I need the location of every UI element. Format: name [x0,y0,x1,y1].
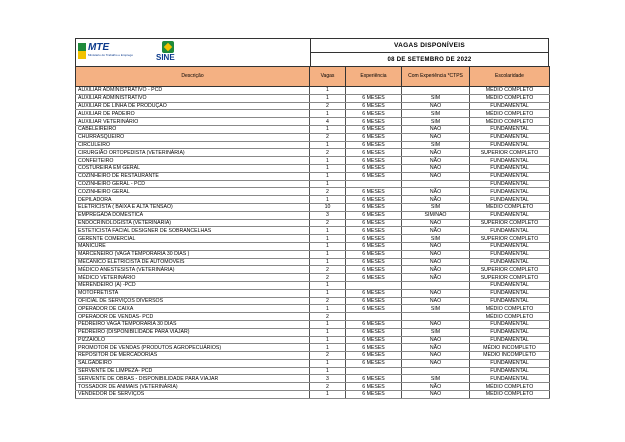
cell-vagas: 1 [310,172,346,180]
table-row [76,157,550,165]
cell-experiencia: 6 MESES [346,289,402,297]
cell-vagas: 1 [310,242,346,250]
mte-logo-subtitle: Ministério do Trabalho e Emprego [88,53,134,57]
cell-experiencia: 6 MESES [346,391,402,399]
job-listing-sheet [75,38,549,399]
title-block [311,39,548,66]
cell-ctps: NÃO [402,383,470,391]
logo-area [76,39,311,66]
cell-vagas: 2 [310,188,346,196]
cell-escolaridade: FUNDAMENTAL [470,164,550,172]
cell-escolaridade: FUNDAMENTAL [470,328,550,336]
cell-vagas: 3 [310,211,346,219]
table-row [76,110,550,118]
cell-ctps: NÃO [402,391,470,399]
cell-ctps: SIM [402,235,470,243]
cell-descricao: GERENTE COMERCIAL [76,235,310,243]
cell-descricao: SERVENTE DE LIMPEZA- PCD [76,367,310,375]
table-row [76,266,550,274]
cell-ctps [402,180,470,188]
cell-experiencia: 6 MESES [346,149,402,157]
table-row [76,125,550,133]
mte-logo-text: MTE [88,42,110,53]
cell-descricao: DEPILADORA [76,196,310,204]
cell-experiencia: 6 MESES [346,258,402,266]
column-header-vagas: Vagas [310,67,346,87]
table-row [76,375,550,383]
table-row [76,196,550,204]
cell-escolaridade: SUPERIOR COMPLETO [470,219,550,227]
cell-vagas: 2 [310,219,346,227]
cell-escolaridade: FUNDAMENTAL [470,157,550,165]
cell-descricao: TOSSADOR DE ANIMAIS (VETERINÁRIA) [76,383,310,391]
cell-escolaridade: FUNDAMENTAL [470,367,550,375]
cell-experiencia: 6 MESES [346,352,402,360]
cell-escolaridade: MÉDIO COMPLETO [470,313,550,321]
cell-descricao: OFICIAL DE SERVIÇOS DIVERSOS [76,297,310,305]
cell-ctps: SIM [402,328,470,336]
table-row [76,118,550,126]
cell-descricao: CIRCULEIRO [76,141,310,149]
cell-descricao: EMPREGADA DOMÉSTICA [76,211,310,219]
cell-vagas: 1 [310,281,346,289]
cell-escolaridade: FUNDAMENTAL [470,180,550,188]
cell-vagas: 1 [310,141,346,149]
cell-experiencia: 6 MESES [346,118,402,126]
cell-descricao: PIZZAIOLO [76,336,310,344]
cell-ctps: NÃO [402,125,470,133]
cell-ctps: NÃO [402,219,470,227]
cell-escolaridade: FUNDAMENTAL [470,125,550,133]
table-row [76,188,550,196]
column-header-experiencia: Experiência [346,67,402,87]
cell-vagas: 1 [310,235,346,243]
table-row [76,180,550,188]
cell-vagas: 2 [310,133,346,141]
cell-ctps: NÃO [402,352,470,360]
cell-descricao: MECÂNICO ELETRICISTA DE AUTOMÓVEIS [76,258,310,266]
cell-experiencia: 6 MESES [346,157,402,165]
cell-experiencia: 6 MESES [346,164,402,172]
cell-vagas: 2 [310,274,346,282]
cell-descricao: AUXILIAR ADMINISTRATIVO [76,94,310,102]
table-row [76,149,550,157]
cell-vagas: 2 [310,383,346,391]
table-row [76,352,550,360]
cell-vagas: 2 [310,297,346,305]
cell-escolaridade: SUPERIOR COMPLETO [470,274,550,282]
cell-ctps: SIM [402,94,470,102]
cell-vagas: 2 [310,352,346,360]
cell-descricao: MARCENEIRO (VAGA TEMPORÁRIA 30 DIAS ) [76,250,310,258]
cell-ctps: NÃO [402,149,470,157]
cell-experiencia: 6 MESES [346,336,402,344]
cell-ctps: SIM/NÃO [402,211,470,219]
cell-ctps: NÃO [402,188,470,196]
cell-descricao: CABELEIREIRO [76,125,310,133]
cell-ctps: NÃO [402,227,470,235]
cell-vagas: 2 [310,149,346,157]
mte-flag-icon [78,43,86,59]
table-row [76,164,550,172]
cell-descricao: SERVENTE DE OBRAS - DISPONIBILIDADE PARA VIAJAR [76,375,310,383]
cell-escolaridade: MÉDIO COMPLETO [470,305,550,313]
table-row [76,242,550,250]
cell-experiencia: 6 MESES [346,141,402,149]
cell-escolaridade: FUNDAMENTAL [470,320,550,328]
cell-ctps: NÃO [402,289,470,297]
table-row [76,274,550,282]
cell-ctps: NÃO [402,133,470,141]
table-row [76,297,550,305]
cell-vagas: 2 [310,102,346,110]
table-row [76,289,550,297]
cell-experiencia [346,367,402,375]
cell-escolaridade: FUNDAMENTAL [470,281,550,289]
cell-escolaridade: FUNDAMENTAL [470,289,550,297]
cell-experiencia: 6 MESES [346,211,402,219]
table-row [76,94,550,102]
cell-escolaridade: FUNDAMENTAL [470,133,550,141]
table-row [76,383,550,391]
cell-descricao: ELETRICISTA ( BAIXA E ALTA TENSÃO) [76,203,310,211]
cell-descricao: OPERADOR DE VENDAS- PCD [76,313,310,321]
cell-descricao: PEDREIRO VAGA TEMPORÁRIA 30 DIAS [76,320,310,328]
cell-descricao: REPOSITOR DE MERCADORIAS [76,352,310,360]
cell-vagas: 1 [310,320,346,328]
cell-descricao: AUXILIAR DE LINHA DE PRODUÇÃO [76,102,310,110]
cell-escolaridade: FUNDAMENTAL [470,359,550,367]
table-row [76,391,550,399]
cell-descricao: COSTUREIRA EM GERAL [76,164,310,172]
cell-experiencia: 6 MESES [346,266,402,274]
cell-experiencia: 6 MESES [346,203,402,211]
table-row [76,219,550,227]
table-row [76,258,550,266]
table-row [76,141,550,149]
cell-ctps [402,281,470,289]
cell-escolaridade: SUPERIOR COMPLETO [470,235,550,243]
table-row [76,313,550,321]
cell-escolaridade: MÉDIO COMPLETO [470,94,550,102]
cell-escolaridade: SUPERIOR COMPLETO [470,266,550,274]
cell-vagas: 1 [310,289,346,297]
cell-escolaridade: FUNDAMENTAL [470,250,550,258]
sine-logo [156,41,186,63]
cell-vagas: 1 [310,227,346,235]
cell-escolaridade: MÉDIO COMPLETO [470,118,550,126]
cell-vagas: 1 [310,367,346,375]
cell-escolaridade: MÉDIO INCOMPLETO [470,344,550,352]
cell-escolaridade: FUNDAMENTAL [470,375,550,383]
cell-experiencia [346,87,402,95]
cell-experiencia: 6 MESES [346,359,402,367]
cell-ctps: NÃO [402,250,470,258]
table-row [76,359,550,367]
cell-ctps: NÃO [402,157,470,165]
table-header-row [76,67,550,87]
cell-escolaridade: FUNDAMENTAL [470,172,550,180]
cell-escolaridade: FUNDAMENTAL [470,188,550,196]
table-row [76,172,550,180]
cell-vagas: 1 [310,305,346,313]
cell-descricao: CHURRASQUEIRO [76,133,310,141]
cell-descricao: SALGADEIRO [76,359,310,367]
cell-descricao: COZINHEIRO GERAL - PCD [76,180,310,188]
cell-vagas: 1 [310,328,346,336]
cell-experiencia: 6 MESES [346,172,402,180]
cell-escolaridade: FUNDAMENTAL [470,258,550,266]
table-row [76,344,550,352]
cell-ctps: SIM [402,110,470,118]
cell-descricao: MOTOFRETISTA [76,289,310,297]
cell-vagas: 4 [310,118,346,126]
table-row [76,336,550,344]
cell-vagas: 1 [310,87,346,95]
cell-experiencia: 6 MESES [346,328,402,336]
cell-ctps: NÃO [402,320,470,328]
cell-vagas: 1 [310,180,346,188]
cell-experiencia: 6 MESES [346,375,402,383]
page-title: VAGAS DISPONÍVEIS [311,39,548,53]
cell-experiencia [346,180,402,188]
table-row [76,87,550,95]
cell-ctps: SIM [402,118,470,126]
column-header-descricao: Descrição [76,67,310,87]
cell-experiencia: 6 MESES [346,250,402,258]
cell-vagas: 1 [310,391,346,399]
cell-vagas: 1 [310,258,346,266]
cell-ctps [402,367,470,375]
cell-escolaridade: SUPERIOR COMPLETO [470,149,550,157]
cell-escolaridade: MÉDIO COMPLETO [470,203,550,211]
cell-vagas: 1 [310,250,346,258]
cell-experiencia: 6 MESES [346,320,402,328]
cell-experiencia: 6 MESES [346,125,402,133]
column-header-ctps: Com Experiência *CTPS [402,67,470,87]
table-row [76,203,550,211]
cell-ctps: NÃO [402,258,470,266]
cell-descricao: OPERADOR DE CAIXA [76,305,310,313]
cell-experiencia [346,281,402,289]
cell-descricao: CIRURGIÃO ORTOPEDISTA (VETERINÁRIA) [76,149,310,157]
cell-ctps: NÃO [402,172,470,180]
cell-experiencia: 6 MESES [346,102,402,110]
table-row [76,227,550,235]
cell-descricao: CONFEITEIRO [76,157,310,165]
cell-descricao: MÉDICO VETERINÁRIO [76,274,310,282]
cell-experiencia: 6 MESES [346,274,402,282]
cell-experiencia: 6 MESES [346,110,402,118]
sine-logo-text: SINE [156,53,175,62]
cell-experiencia: 6 MESES [346,305,402,313]
cell-descricao: PEDREIRO (DISPONIBILIDADE PARA VIAJAR) [76,328,310,336]
table-row [76,367,550,375]
table-row [76,211,550,219]
cell-experiencia: 6 MESES [346,188,402,196]
cell-escolaridade: FUNDAMENTAL [470,227,550,235]
cell-descricao: MERENDEIRO (A) -PCD [76,281,310,289]
cell-descricao: AUXILIAR DE PADEIRO [76,110,310,118]
column-header-escolaridade: Escolaridade [470,67,550,87]
cell-experiencia: 6 MESES [346,227,402,235]
table-row [76,133,550,141]
vacancies-table [75,66,550,399]
cell-experiencia: 6 MESES [346,344,402,352]
cell-ctps: NÃO [402,266,470,274]
cell-vagas: 2 [310,313,346,321]
cell-experiencia: 6 MESES [346,383,402,391]
cell-descricao: ESTETICISTA FACIAL DESIGNER DE SOBRANCELHAS [76,227,310,235]
cell-vagas: 10 [310,203,346,211]
cell-experiencia: 6 MESES [346,219,402,227]
cell-descricao: ENDOCRINOLOGISTA (VETERINÁRIA) [76,219,310,227]
cell-ctps: SIM [402,305,470,313]
cell-vagas: 1 [310,94,346,102]
cell-escolaridade: FUNDAMENTAL [470,336,550,344]
cell-experiencia: 6 MESES [346,196,402,204]
cell-ctps: NÃO [402,242,470,250]
sheet-header [75,38,549,66]
table-body [76,87,550,399]
cell-descricao: VENDEDOR DE SERVIÇOS [76,391,310,399]
cell-escolaridade: FUNDAMENTAL [470,102,550,110]
cell-escolaridade: FUNDAMENTAL [470,211,550,219]
table-row [76,102,550,110]
cell-escolaridade: FUNDAMENTAL [470,297,550,305]
cell-escolaridade: FUNDAMENTAL [470,242,550,250]
cell-descricao: AUXILIAR VETERINÁRIO [76,118,310,126]
cell-experiencia: 6 MESES [346,297,402,305]
cell-escolaridade: FUNDAMENTAL [470,141,550,149]
cell-ctps: NÃO [402,297,470,305]
cell-vagas: 1 [310,196,346,204]
cell-experiencia: 6 MESES [346,133,402,141]
table-row [76,305,550,313]
cell-descricao: AUXILIAR ADMINISTRATIVO - PCD [76,87,310,95]
cell-escolaridade: MÉDIO COMPLETO [470,87,550,95]
cell-ctps: SIM [402,375,470,383]
cell-vagas: 2 [310,266,346,274]
cell-ctps [402,87,470,95]
table-row [76,281,550,289]
cell-vagas: 1 [310,344,346,352]
cell-experiencia: 6 MESES [346,235,402,243]
cell-ctps: SIM [402,203,470,211]
cell-descricao: MANICURE [76,242,310,250]
cell-escolaridade: MÉDIO INCOMPLETO [470,352,550,360]
table-row [76,250,550,258]
cell-vagas: 3 [310,375,346,383]
cell-experiencia: 6 MESES [346,94,402,102]
table-row [76,328,550,336]
cell-ctps: NÃO [402,102,470,110]
cell-vagas: 1 [310,336,346,344]
cell-escolaridade: MÉDIO COMPLETO [470,383,550,391]
cell-vagas: 1 [310,164,346,172]
cell-vagas: 1 [310,125,346,133]
table-row [76,235,550,243]
table-row [76,320,550,328]
cell-descricao: COZINHEIRO GERAL [76,188,310,196]
cell-ctps: NÃO [402,336,470,344]
cell-vagas: 1 [310,110,346,118]
cell-ctps: NÃO [402,274,470,282]
cell-vagas: 1 [310,359,346,367]
cell-experiencia: 6 MESES [346,242,402,250]
cell-escolaridade: MÉDIO COMPLETO [470,110,550,118]
cell-ctps: NÃO [402,359,470,367]
cell-ctps: SIM [402,141,470,149]
cell-descricao: MÉDICO ANESTESISTA (VETERINÁRIA) [76,266,310,274]
sine-flag-icon [162,41,174,53]
cell-ctps: NÃO [402,344,470,352]
mte-logo [78,42,134,59]
cell-ctps: NÃO [402,196,470,204]
cell-descricao: PROMOTOR DE VENDAS (PRODUTOS AGROPECUÁRIOS) [76,344,310,352]
cell-experiencia [346,313,402,321]
cell-escolaridade: MÉDIO COMPLETO [470,391,550,399]
page-date: 08 DE SETEMBRO DE 2022 [387,56,472,63]
cell-ctps [402,313,470,321]
cell-descricao: COZINHEIRO DE RESTAURANTE [76,172,310,180]
cell-vagas: 1 [310,157,346,165]
cell-escolaridade: FUNDAMENTAL [470,196,550,204]
cell-ctps: NÃO [402,164,470,172]
